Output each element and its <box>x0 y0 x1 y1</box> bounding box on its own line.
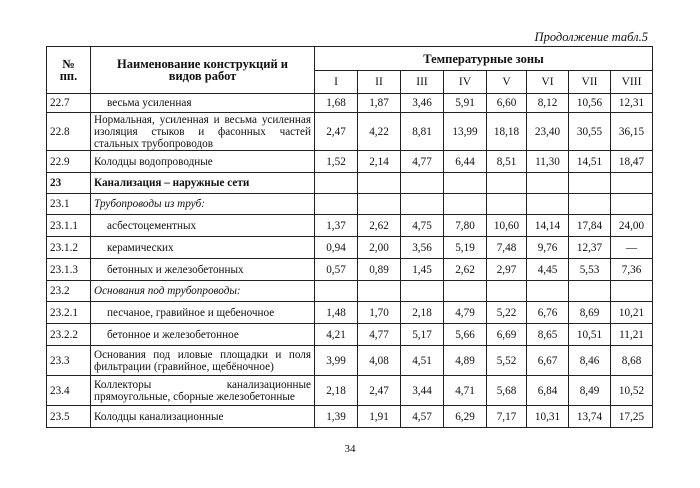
zone-value-1 <box>315 194 358 215</box>
zone-value-3 <box>401 173 444 194</box>
row-number: 23.1.2 <box>47 237 91 259</box>
zone-value-6 <box>527 194 569 215</box>
zone-value-6: 4,45 <box>527 259 569 281</box>
zone-value-6: 6,67 <box>527 346 569 376</box>
zone-value-5: 7,48 <box>487 237 527 259</box>
zone-value-1: 2,18 <box>315 376 358 406</box>
table-row <box>47 151 653 173</box>
table-body <box>47 94 653 428</box>
row-number: 22.9 <box>47 151 91 173</box>
table-row <box>47 376 653 406</box>
zone-value-7: 14,51 <box>569 151 611 173</box>
zone-value-7: 10,56 <box>569 94 611 113</box>
zone-header-4: IV <box>444 71 487 94</box>
zone-value-2: 0,89 <box>358 259 401 281</box>
table-row <box>47 94 653 113</box>
zone-value-6: 23,40 <box>527 113 569 151</box>
zone-value-8: — <box>611 237 653 259</box>
zone-value-7: 17,84 <box>569 215 611 237</box>
zone-value-6: 8,65 <box>527 324 569 346</box>
header-zones: Температурные зоны <box>315 47 653 71</box>
zone-value-2: 2,00 <box>358 237 401 259</box>
zone-value-8: 10,52 <box>611 376 653 406</box>
zone-value-4: 4,79 <box>444 302 487 324</box>
zone-value-4: 13,99 <box>444 113 487 151</box>
zone-value-8: 12,31 <box>611 94 653 113</box>
header-name-line1: Наименование конструкций и <box>117 57 288 71</box>
page-number: 34 <box>344 443 356 455</box>
zone-value-5: 5,52 <box>487 346 527 376</box>
zone-value-8 <box>611 173 653 194</box>
zone-value-8: 10,21 <box>611 302 653 324</box>
zone-value-1: 3,99 <box>315 346 358 376</box>
zone-value-2: 1,70 <box>358 302 401 324</box>
zone-value-2: 1,87 <box>358 94 401 113</box>
zone-value-3: 3,46 <box>401 94 444 113</box>
zone-value-1 <box>315 281 358 302</box>
zone-value-5: 5,22 <box>487 302 527 324</box>
header-name <box>91 47 315 94</box>
row-name: Основания под иловые площадки и поля фильтрации (гравийное, щебёночное) <box>91 346 315 376</box>
zone-value-7: 12,37 <box>569 237 611 259</box>
zone-value-5: 7,17 <box>487 406 527 428</box>
zone-header-8: VIII <box>611 71 653 94</box>
row-number: 23.4 <box>47 376 91 406</box>
table-row <box>47 215 653 237</box>
row-number: 23.1 <box>47 194 91 215</box>
header-name-line2: видов работ <box>168 69 237 83</box>
zone-value-1 <box>315 173 358 194</box>
row-name: бетонных и железобетонных <box>91 259 315 281</box>
row-name: асбестоцементных <box>91 215 315 237</box>
zone-value-4: 6,44 <box>444 151 487 173</box>
zone-value-7 <box>569 194 611 215</box>
zone-value-6: 9,76 <box>527 237 569 259</box>
zone-value-1: 1,68 <box>315 94 358 113</box>
zone-value-8: 18,47 <box>611 151 653 173</box>
zone-value-3: 5,17 <box>401 324 444 346</box>
zone-value-1: 1,52 <box>315 151 358 173</box>
zone-value-6: 6,76 <box>527 302 569 324</box>
zone-value-8: 24,00 <box>611 215 653 237</box>
zone-value-6: 10,31 <box>527 406 569 428</box>
row-number: 23.3 <box>47 346 91 376</box>
zone-value-2: 4,77 <box>358 324 401 346</box>
table-row <box>47 173 653 194</box>
zone-value-3 <box>401 281 444 302</box>
row-name: Коллекторы канализационные прямоугольные, сборные железобетонные <box>91 376 315 406</box>
zone-header-3: III <box>401 71 444 94</box>
row-number: 23.2.2 <box>47 324 91 346</box>
zone-value-5: 5,68 <box>487 376 527 406</box>
zone-value-7: 13,74 <box>569 406 611 428</box>
zone-value-5 <box>487 281 527 302</box>
zone-value-7: 5,53 <box>569 259 611 281</box>
table-row <box>47 324 653 346</box>
row-number: 22.8 <box>47 113 91 151</box>
zone-value-1: 1,48 <box>315 302 358 324</box>
zone-value-7 <box>569 173 611 194</box>
zone-value-4: 4,89 <box>444 346 487 376</box>
zone-value-8: 8,68 <box>611 346 653 376</box>
zone-value-7: 10,51 <box>569 324 611 346</box>
zone-value-3: 3,44 <box>401 376 444 406</box>
row-number: 23.5 <box>47 406 91 428</box>
zone-value-5 <box>487 194 527 215</box>
zone-value-7: 8,49 <box>569 376 611 406</box>
zone-value-2: 2,62 <box>358 215 401 237</box>
zone-value-3: 4,75 <box>401 215 444 237</box>
zone-value-5: 8,51 <box>487 151 527 173</box>
zone-value-6 <box>527 281 569 302</box>
construction-table <box>46 46 653 428</box>
zone-header-7: VII <box>569 71 611 94</box>
zone-value-1: 1,37 <box>315 215 358 237</box>
row-number: 23.1.1 <box>47 215 91 237</box>
zone-value-8: 17,25 <box>611 406 653 428</box>
zone-value-3: 4,77 <box>401 151 444 173</box>
zone-header-2: II <box>358 71 401 94</box>
zone-value-3: 8,81 <box>401 113 444 151</box>
header-number <box>47 47 91 94</box>
zone-value-4: 5,91 <box>444 94 487 113</box>
zone-value-7: 8,69 <box>569 302 611 324</box>
table-row <box>47 113 653 151</box>
table-row <box>47 346 653 376</box>
zone-value-8 <box>611 281 653 302</box>
row-number: 22.7 <box>47 94 91 113</box>
row-number: 23 <box>47 173 91 194</box>
zone-value-4 <box>444 281 487 302</box>
row-number: 23.2 <box>47 281 91 302</box>
zone-value-6: 6,84 <box>527 376 569 406</box>
zone-value-3: 4,57 <box>401 406 444 428</box>
row-name: Трубопроводы из труб: <box>91 194 315 215</box>
zone-value-6 <box>527 173 569 194</box>
row-number: 23.1.3 <box>47 259 91 281</box>
table-row <box>47 406 653 428</box>
continuation-label: Продолжение табл.5 <box>534 30 648 44</box>
zone-value-4 <box>444 173 487 194</box>
zone-value-4: 5,19 <box>444 237 487 259</box>
row-name: весьма усиленная <box>91 94 315 113</box>
zone-value-2: 2,14 <box>358 151 401 173</box>
zone-value-5: 6,60 <box>487 94 527 113</box>
header-number-symbol: № <box>62 57 75 71</box>
row-name: бетонное и железобетонное <box>91 324 315 346</box>
zone-value-2: 1,91 <box>358 406 401 428</box>
zone-value-4: 5,66 <box>444 324 487 346</box>
zone-value-5 <box>487 173 527 194</box>
row-name: Нормальная, усиленная и весьма усиленная изоляция стыков и фасонных частей стальных трубопроводов <box>91 113 315 151</box>
table-row <box>47 194 653 215</box>
zone-value-7: 30,55 <box>569 113 611 151</box>
zone-value-6: 11,30 <box>527 151 569 173</box>
zone-header-5: V <box>487 71 527 94</box>
row-name: песчаное, гравийное и щебеночное <box>91 302 315 324</box>
zone-value-5: 6,69 <box>487 324 527 346</box>
zone-value-5: 2,97 <box>487 259 527 281</box>
zone-value-6: 8,12 <box>527 94 569 113</box>
row-number: 23.2.1 <box>47 302 91 324</box>
zone-value-3 <box>401 194 444 215</box>
zone-value-2: 4,08 <box>358 346 401 376</box>
table-row <box>47 302 653 324</box>
zone-value-1: 4,21 <box>315 324 358 346</box>
row-name: Канализация – наружные сети <box>91 173 315 194</box>
zone-value-1: 1,39 <box>315 406 358 428</box>
zone-value-8: 11,21 <box>611 324 653 346</box>
table-row <box>47 281 653 302</box>
zone-value-8 <box>611 194 653 215</box>
header-number-abbr: пп. <box>59 69 78 83</box>
zone-value-1: 0,94 <box>315 237 358 259</box>
zone-value-4: 7,80 <box>444 215 487 237</box>
zone-value-3: 4,51 <box>401 346 444 376</box>
zone-value-2: 4,22 <box>358 113 401 151</box>
row-name: керамических <box>91 237 315 259</box>
zone-value-8: 36,15 <box>611 113 653 151</box>
zone-value-2 <box>358 194 401 215</box>
zone-value-3: 2,18 <box>401 302 444 324</box>
table-row <box>47 259 653 281</box>
zone-value-4: 6,29 <box>444 406 487 428</box>
zone-header-1: I <box>315 71 358 94</box>
zone-value-7 <box>569 281 611 302</box>
zone-value-1: 2,47 <box>315 113 358 151</box>
zone-value-7: 8,46 <box>569 346 611 376</box>
row-name: Колодцы водопроводные <box>91 151 315 173</box>
zone-value-1: 0,57 <box>315 259 358 281</box>
zone-value-8: 7,36 <box>611 259 653 281</box>
zone-value-2 <box>358 173 401 194</box>
row-name: Основания под трубопроводы: <box>91 281 315 302</box>
zone-value-4: 4,71 <box>444 376 487 406</box>
zone-value-2 <box>358 281 401 302</box>
zone-header-6: VI <box>527 71 569 94</box>
row-name: Колодцы канализационные <box>91 406 315 428</box>
zone-value-2: 2,47 <box>358 376 401 406</box>
zone-value-5: 10,60 <box>487 215 527 237</box>
zone-value-6: 14,14 <box>527 215 569 237</box>
zone-value-5: 18,18 <box>487 113 527 151</box>
zone-value-4: 2,62 <box>444 259 487 281</box>
zone-value-4 <box>444 194 487 215</box>
zone-value-3: 3,56 <box>401 237 444 259</box>
table-row <box>47 237 653 259</box>
zone-value-3: 1,45 <box>401 259 444 281</box>
